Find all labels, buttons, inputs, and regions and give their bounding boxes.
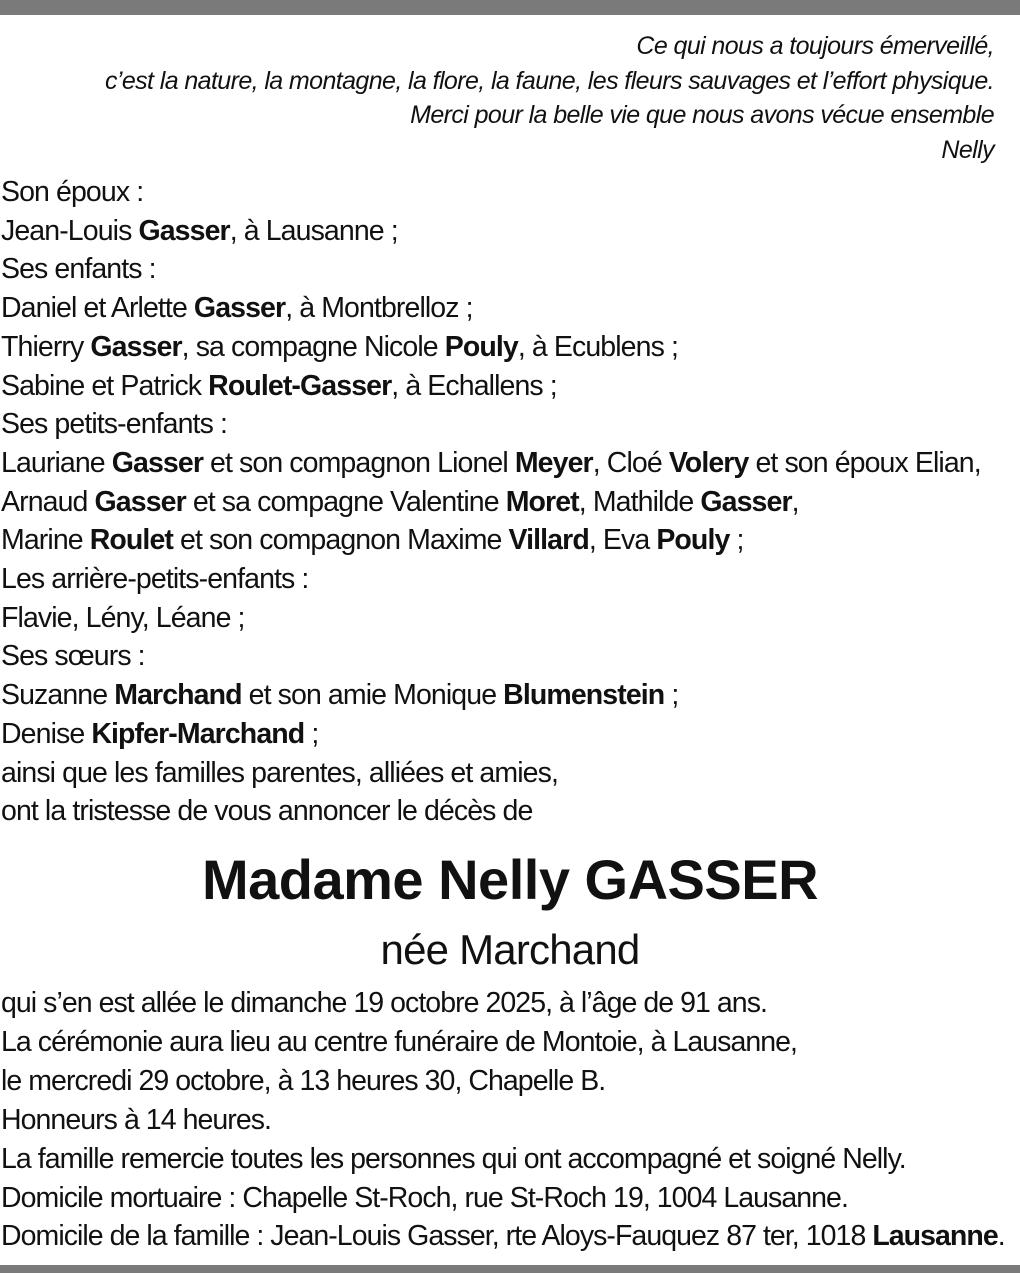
text-segment: , sa compagne Nicole	[181, 330, 445, 363]
info-line	[1, 1179, 1019, 1218]
text-segment: et son compagnon Maxime	[173, 524, 509, 557]
text-segment: La cérémonie aura lieu au centre funéraire de Montoie, à Lausanne,	[1, 1025, 798, 1058]
surname: Marchand	[114, 679, 242, 712]
text-segment: Ses enfants :	[1, 253, 156, 286]
text-segment: Sabine et Patrick	[1, 369, 209, 402]
family-line	[1, 289, 1019, 328]
bottom-rule	[0, 1265, 1020, 1273]
ceremony-info	[1, 984, 1019, 1256]
surname: Villard	[508, 524, 589, 557]
surname: Roulet	[89, 524, 173, 557]
family-line	[1, 792, 1019, 831]
text-segment: Les arrière-petits-enfants :	[1, 563, 309, 596]
family-line	[1, 173, 1019, 212]
quote-signature: Nelly	[941, 135, 994, 164]
surname: Meyer	[514, 446, 593, 479]
quote-line: c’est la nature, la montagne, la flore, la faune, les fleurs sauvages et l’effort physique.	[105, 66, 994, 95]
text-segment: le mercredi 29 octobre, à 13 heures 30, Chapelle B.	[1, 1064, 606, 1097]
text-segment: et son époux Elian,	[748, 446, 981, 479]
quote-line: Ce qui nous a toujours émerveillé,	[636, 32, 994, 60]
text-segment: Denise	[1, 717, 92, 750]
surname: Pouly	[656, 524, 730, 557]
family-list	[1, 173, 1019, 831]
family-line	[1, 367, 1019, 406]
text-segment: Ses petits-enfants :	[1, 408, 227, 441]
info-line	[1, 1140, 1019, 1179]
text-segment: Marine	[1, 524, 90, 557]
info-line	[1, 1217, 1019, 1256]
text-segment: , à Echallens ;	[391, 369, 557, 402]
surname: Gasser	[138, 214, 230, 247]
text-segment: Jean-Louis	[1, 214, 139, 247]
deceased-name: Madame Nelly GASSER	[201, 848, 819, 911]
family-line	[1, 444, 1019, 483]
surname: Pouly	[444, 330, 518, 363]
text-segment: et sa compagne Valentine	[185, 485, 506, 518]
family-line	[1, 676, 1019, 715]
text-segment: et son compagnon Lionel	[203, 446, 515, 479]
text-segment: Arnaud	[1, 485, 95, 518]
surname: Moret	[505, 485, 579, 518]
surname: Lausanne	[872, 1220, 998, 1253]
text-segment: .	[997, 1220, 1005, 1253]
text-segment: qui s’en est allée le dimanche 19 octobre 2025, à l’âge de 91 ans.	[1, 987, 767, 1019]
family-line	[1, 560, 1019, 599]
info-line	[1, 1023, 1019, 1062]
text-segment: La famille remercie toutes les personnes qui ont accompagné et soigné Nelly.	[1, 1142, 906, 1175]
text-segment: ont la tristesse de vous annoncer le décès de	[1, 795, 533, 828]
text-segment: Domicile de la famille : Jean-Louis Gasser, rte Aloys-Fauquez 87 ter, 1018	[1, 1220, 873, 1253]
family-line	[1, 405, 1019, 444]
text-segment: ;	[664, 679, 679, 712]
surname: Gasser	[94, 485, 186, 518]
text-segment: Lauriane	[1, 446, 112, 479]
text-segment: Suzanne	[1, 679, 115, 712]
surname: Gasser	[700, 485, 792, 518]
text-segment: ;	[304, 717, 319, 750]
surname: Roulet-Gasser	[208, 369, 392, 402]
text-segment: ;	[729, 524, 744, 557]
text-segment: , Eva	[588, 524, 657, 557]
family-line	[1, 483, 1019, 522]
surname: Volery	[668, 446, 749, 479]
text-segment: , Mathilde	[578, 485, 701, 518]
family-line	[1, 715, 1019, 754]
family-line	[1, 521, 1019, 560]
surname: Gasser	[193, 292, 286, 325]
info-line	[1, 1062, 1019, 1101]
text-segment: et son amie Monique	[241, 679, 504, 712]
text-segment: Daniel et Arlette	[1, 292, 194, 325]
text-segment: ,	[791, 485, 799, 518]
text-segment: Flavie, Lény, Léane ;	[1, 601, 245, 634]
family-line	[1, 250, 1019, 289]
quote-line: Merci pour la belle vie que nous avons vécue ensemble	[410, 101, 994, 129]
text-segment: Honneurs à 14 heures.	[1, 1103, 271, 1136]
text-segment: , à Lausanne ;	[229, 214, 398, 247]
surname: Kipfer-Marchand	[91, 717, 305, 750]
surname: Blumenstein	[503, 679, 665, 712]
top-rule	[0, 0, 1020, 15]
family-line	[1, 212, 1019, 251]
text-segment: , à Montbrelloz ;	[285, 292, 473, 325]
maiden-name: née Marchand	[380, 926, 640, 973]
text-segment: , Cloé	[592, 446, 669, 479]
family-line	[1, 328, 1019, 367]
text-segment: ainsi que les familles parentes, alliées et amies,	[1, 756, 558, 789]
text-segment: Ses sœurs :	[1, 640, 145, 673]
family-line	[1, 637, 1019, 676]
text-segment: Thierry	[1, 330, 91, 363]
surname: Gasser	[111, 446, 204, 479]
info-line	[1, 1101, 1019, 1140]
info-line	[1, 984, 1019, 1023]
family-line	[1, 754, 1019, 793]
epigraph-quote	[4, 29, 994, 167]
text-segment: Domicile mortuaire : Chapelle St-Roch, rue St-Roch 19, 1004 Lausanne.	[1, 1181, 848, 1214]
family-line	[1, 599, 1019, 638]
text-segment: , à Ecublens ;	[517, 330, 678, 363]
text-segment: Son époux :	[1, 176, 144, 208]
surname: Gasser	[90, 330, 182, 363]
